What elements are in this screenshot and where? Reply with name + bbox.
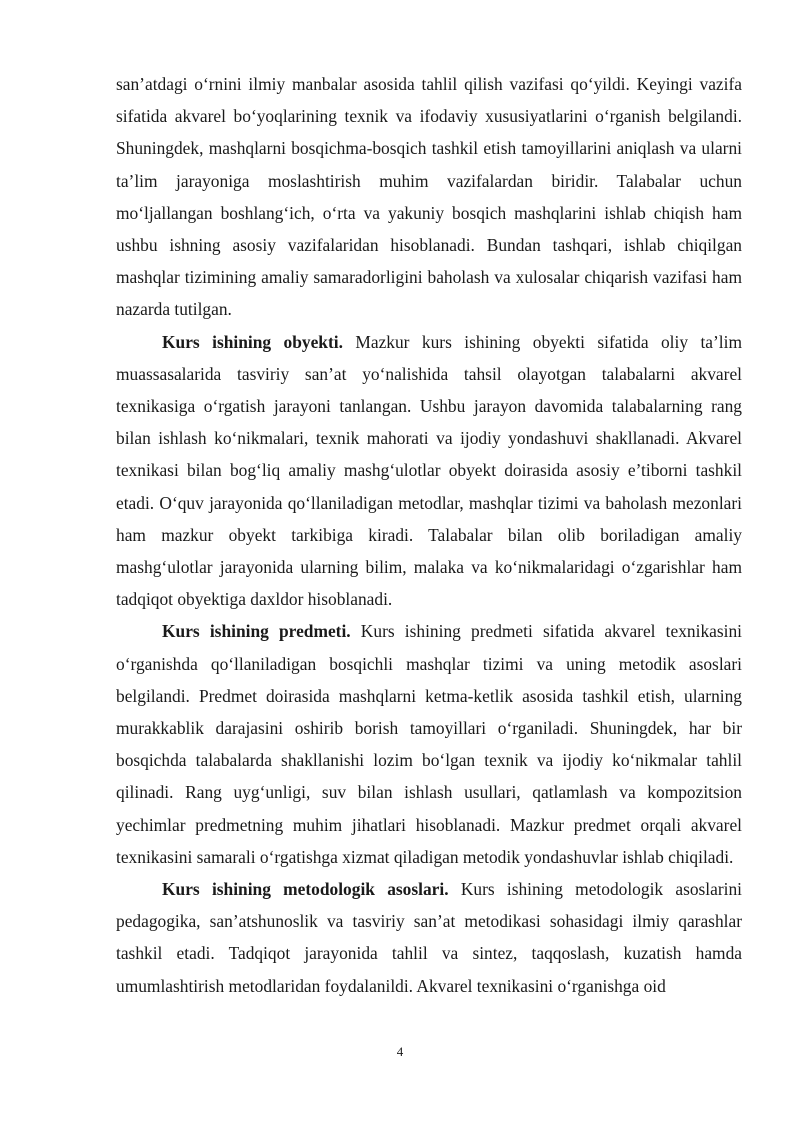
section-heading-methodology: Kurs ishining metodologik asoslari. [162, 879, 449, 900]
section-heading-object: Kurs ishining obyekti. [162, 331, 343, 352]
page-number: 4 [396, 1044, 404, 1059]
paragraph-object [116, 326, 742, 616]
paragraph-text: Mazkur kurs ishining obyekti sifatida oliy ta’lim muassasalarida tasviriy san’at yo‘nalishida tahsil olayotgan talabalarni akvarel texnikasiga o‘rgatish jarayoni tanlangan. Ushbu jarayon davomida talabalarning rang bilan ishlash ko‘nikmalari, texnik mahorati va ijodiy yondashuvi shakllanadi. Akvarel texnikasi bilan bog‘liq amaliy mashg‘ulotlar obyekt doirasida asosiy e’tiborni tashkil etadi. O‘quv jarayonida qo‘llaniladigan metodlar, mashqlar tizimi va baholash mezonlari ham mazkur obyekt tarkibiga kiradi. Talabalar bilan olib boriladigan amaliy mashg‘ulotlar jarayonida ularning bilim, malaka va ko‘nikmalaridagi o‘zgarishlar ham tadqiqot obyektiga daxldor hisoblanadi. [116, 331, 742, 610]
document-page [116, 68, 742, 1002]
section-heading-subject: Kurs ishining predmeti. [162, 621, 351, 642]
paragraph-text: san’atdagi o‘rnini ilmiy manbalar asosida tahlil qilish vazifasi qo‘yildi. Keyingi vazifa sifatida akvarel bo‘yoqlarining texnik va ifodaviy xususiyatlarini o‘rganish belgilandi. Shuningdek, mashqlarni bosqichma-bosqich tashkil etish tamoyillarini aniqlash va ularni ta’lim jarayoniga moslashtirish muhim vazifalardan biridir. Talabalar uchun mo‘ljallangan boshlang‘ich, o‘rta va yakuniy bosqich mashqlarini ishlab chiqish ham ushbu ishning asosiy vazifalaridan hisoblanadi. Bundan tashqari, ishlab chiqilgan mashqlar tizimining amaliy samaradorligini baholash va xulosalar chiqarish vazifasi ham nazarda tutilgan. [116, 74, 742, 320]
paragraph-tasks [116, 68, 742, 326]
paragraph-subject [116, 615, 742, 873]
paragraph-text: Kurs ishining metodologik asoslarini pedagogika, san’atshunoslik va tasviriy san’at metodikasi sohasidagi ilmiy qarashlar tashkil etadi. Tadqiqot jarayonida tahlil va sintez, taqqoslash, kuzatish hamda umumlashtirish metodlaridan foydalanildi. Akvarel texnikasini o‘rganishga oid [116, 879, 742, 996]
paragraph-text: Kurs ishining predmeti sifatida akvarel texnikasini o‘rganishda qo‘llaniladigan bosqichli mashqlar tizimi va uning metodik asoslari belgilandi. Predmet doirasida mashqlarni ketma-ketlik asosida tashkil etish, ularning murakkablik darajasini oshirib borish tamoyillari o‘rganiladi. Shuningdek, har bir bosqichda talabalarda shakllanishi lozim bo‘lgan texnik va ijodiy ko‘nikmalar tahlil qilinadi. Rang uyg‘unligi, suv bilan ishlash usullari, qatlamlash va kompozitsion yechimlar predmetning muhim jihatlari hisoblanadi. Mazkur predmet orqali akvarel texnikasini samarali o‘rgatishga xizmat qiladigan metodik yondashuvlar ishlab chiqiladi. [116, 621, 742, 867]
paragraph-methodology [116, 873, 742, 1002]
